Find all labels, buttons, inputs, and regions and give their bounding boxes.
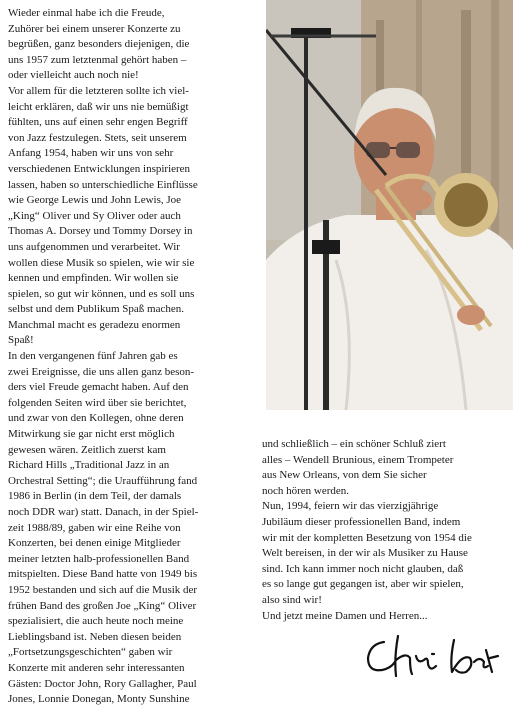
right-text-column	[262, 437, 512, 624]
trombonist-photo	[266, 0, 513, 410]
left-text-column	[8, 6, 262, 708]
handwritten-signature-icon	[362, 614, 502, 684]
events-paragraph: In den vergangenen fünf Jahren gab es zwei Ereignisse, die uns allen ganz beson- ders viel Freude gemacht haben. Auf den folgenden Seiten wird über sie berichtet, und zwar von den Kollegen, ohne deren Mitwirkung sie gar nicht erst möglich gewesen wären. Zeitlich zuerst kam Richard Hills „Traditional Jazz in an Orchestral Setting“; die Uraufführung fand 1986 in Berlin (in dem Teil, der damals noch DDR war) statt. Danach, in der Spiel- zeit 1988/89, gaben wir eine Reihe von Konzerten, bei denen einige Mitglieder meiner letzten halb-professionellen Band mitspielten. Diese Band hatte von 1949 bis 1952 bestanden und sich auf die Musik der frühen Band des großen Joe „King“ Oliver spezialisiert, die auch heute noch meine Lieblingsband ist. Neben diesen beiden „Fortsetzungsgeschichten“ gaben wir Konzerte mit anderen sehr interessanten Gästen: Doctor John, Rory Gallagher, Paul Jones, Lonnie Donegan, Monty Sunshine	[8, 350, 199, 706]
jazz-philosophy-paragraph: Vor allem für die letzteren sollte ich viel- leicht erklären, daß wir uns nie bemüßigt fühlten, uns auf einen sehr engen Begriff von Jazz festzulegen. Stets, seit unserem Anfang 1954, haben wir uns von sehr verschiedenen Entwicklungen inspirieren lassen, haben so unterschiedliche Einflüsse wie George Lewis und John Lewis, Joe „King“ Oliver und Sy Oliver oder auch Thomas A. Dorsey und Tommy Dorsey in uns aufgenommen und verarbeitet. Wir wollen diese Musik so spielen, wie wir sie kennen und empfinden. Wir wollen sie spielen, so gut wir können, und es soll uns selbst und dem Publikum Spaß machen. Manchmal macht es geradezu enormen Spaß!	[8, 84, 198, 347]
signature	[362, 614, 502, 684]
anniversary-paragraph: Nun, 1994, feiern wir das vierzigjährige Jubiläum dieser professionellen Band, indem wir mit der kompletten Besetzung von 1954 die Welt bereisen, in der wir als Musiker zu Hause sind. Ich kann immer noch nicht glauben, daß es so lange gut gegangen ist, aber wir spielen, also sind wir!	[262, 500, 472, 606]
sign-off-line: Und jetzt meine Damen und Herren...	[262, 609, 428, 622]
intro-paragraph: Wieder einmal habe ich die Freude, Zuhörer bei einem unserer Konzerte zu begrüßen, ganz besonders diejenigen, die uns 1957 zum letztenmal gehört haben – oder vielleicht auch noch nie!	[8, 7, 190, 82]
closing-guests-paragraph: und schließlich – ein schöner Schluß ziert alles – Wendell Brunious, einem Trompeter aus New Orleans, von dem Sie sicher noch hören werden.	[262, 438, 454, 497]
trombonist-illustration	[266, 0, 513, 410]
